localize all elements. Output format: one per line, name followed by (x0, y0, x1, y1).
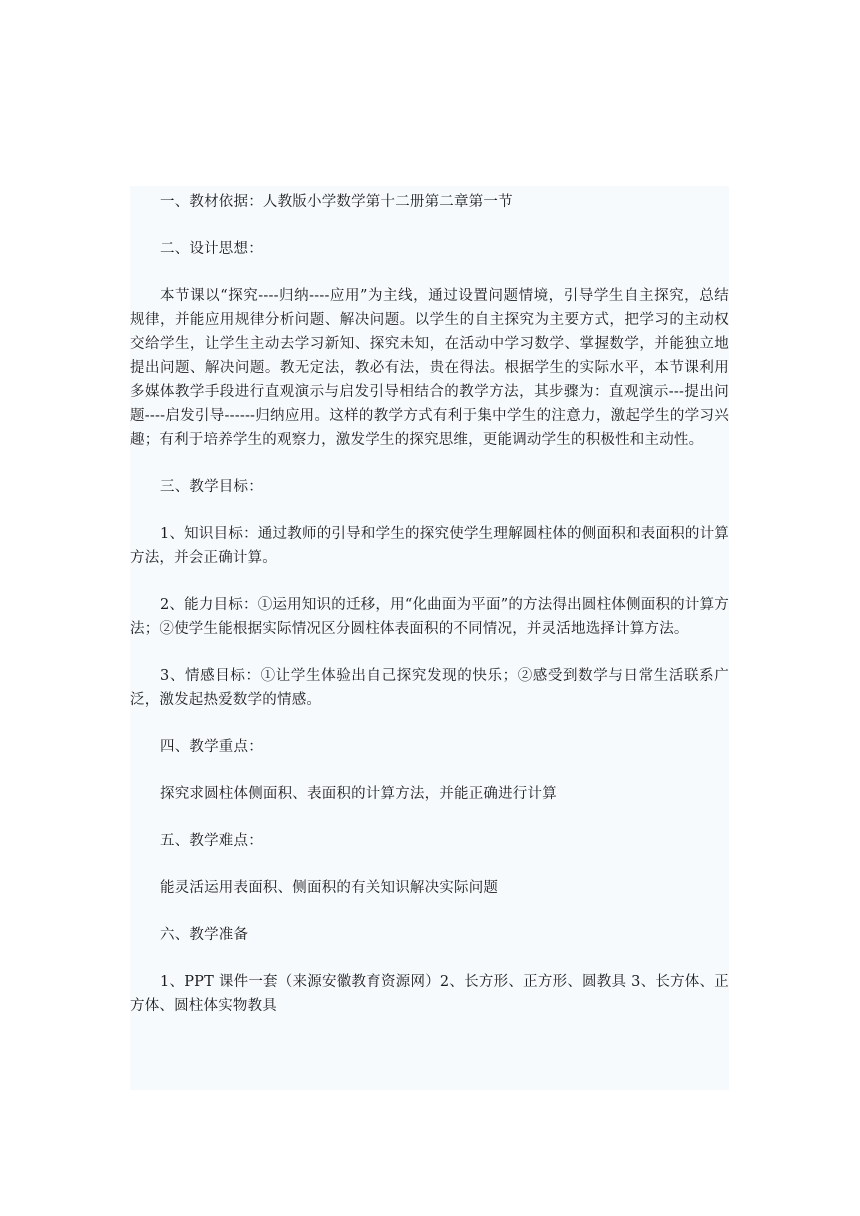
paragraph-preparation: 1、PPT 课件一套（来源安徽教育资源网）2、长方形、正方形、圆教具 3、长方体、正方体、圆柱体实物教具 (130, 974, 729, 1014)
paragraph-ability-goal: 2、能力目标：①运用知识的迁移，用“化曲面为平面”的方法得出圆柱体侧面积的计算方法；②使学生能根据实际情况区分圆柱体表面积的不同情况，并灵活地选择计算方法。 (130, 597, 729, 637)
paragraph-knowledge-goal: 1、知识目标：通过教师的引导和学生的探究使学生理解圆柱体的侧面积和表面积的计算方法，并会正确计算。 (130, 526, 729, 566)
heading-design-idea: 二、设计思想： (160, 241, 263, 257)
heading-difficulties: 五、教学难点： (160, 833, 263, 849)
paragraph-emotion-goal: 3、情感目标：①让学生体验出自己探究发现的快乐；②感受到数学与日常生活联系广泛，激发起热爱数学的情感。 (130, 668, 729, 708)
heading-key-points: 四、教学重点： (160, 739, 263, 755)
heading-teaching-goals: 三、教学目标： (160, 479, 263, 495)
heading-textbook-basis: 一、教材依据：人教版小学数学第十二册第二章第一节 (160, 194, 513, 210)
paragraph-design-idea: 本节课以“探究----归纳----应用”为主线，通过设置问题情境，引导学生自主探究，总结规律，并能应用规律分析问题、解决问题。以学生的自主探究为主要方式，把学习的主动权交给学生，让学生主动去学习新知、探究未知，在活动中学习数学、掌握数学，并能独立地提出问题、解决问题。教无定法，教必有法，贵在得法。根据学生的实际水平，本节课利用多媒体教学手段进行直观演示与启发引导相结合的教学方法，其步骤为：直观演示---提出问题----启发引导------归纳应用。这样的教学方式有利于集中学生的注意力，激起学生的学习兴趣；有利于培养学生的观察力，激发学生的探究思维，更能调动学生的积极性和主动性。 (130, 288, 729, 448)
document-body (130, 190, 729, 1041)
heading-preparation: 六、教学准备 (160, 927, 249, 943)
paragraph-difficulties: 能灵活运用表面积、侧面积的有关知识解决实际问题 (160, 880, 499, 896)
paragraph-key-points: 探究求圆柱体侧面积、表面积的计算方法，并能正确进行计算 (160, 786, 557, 802)
